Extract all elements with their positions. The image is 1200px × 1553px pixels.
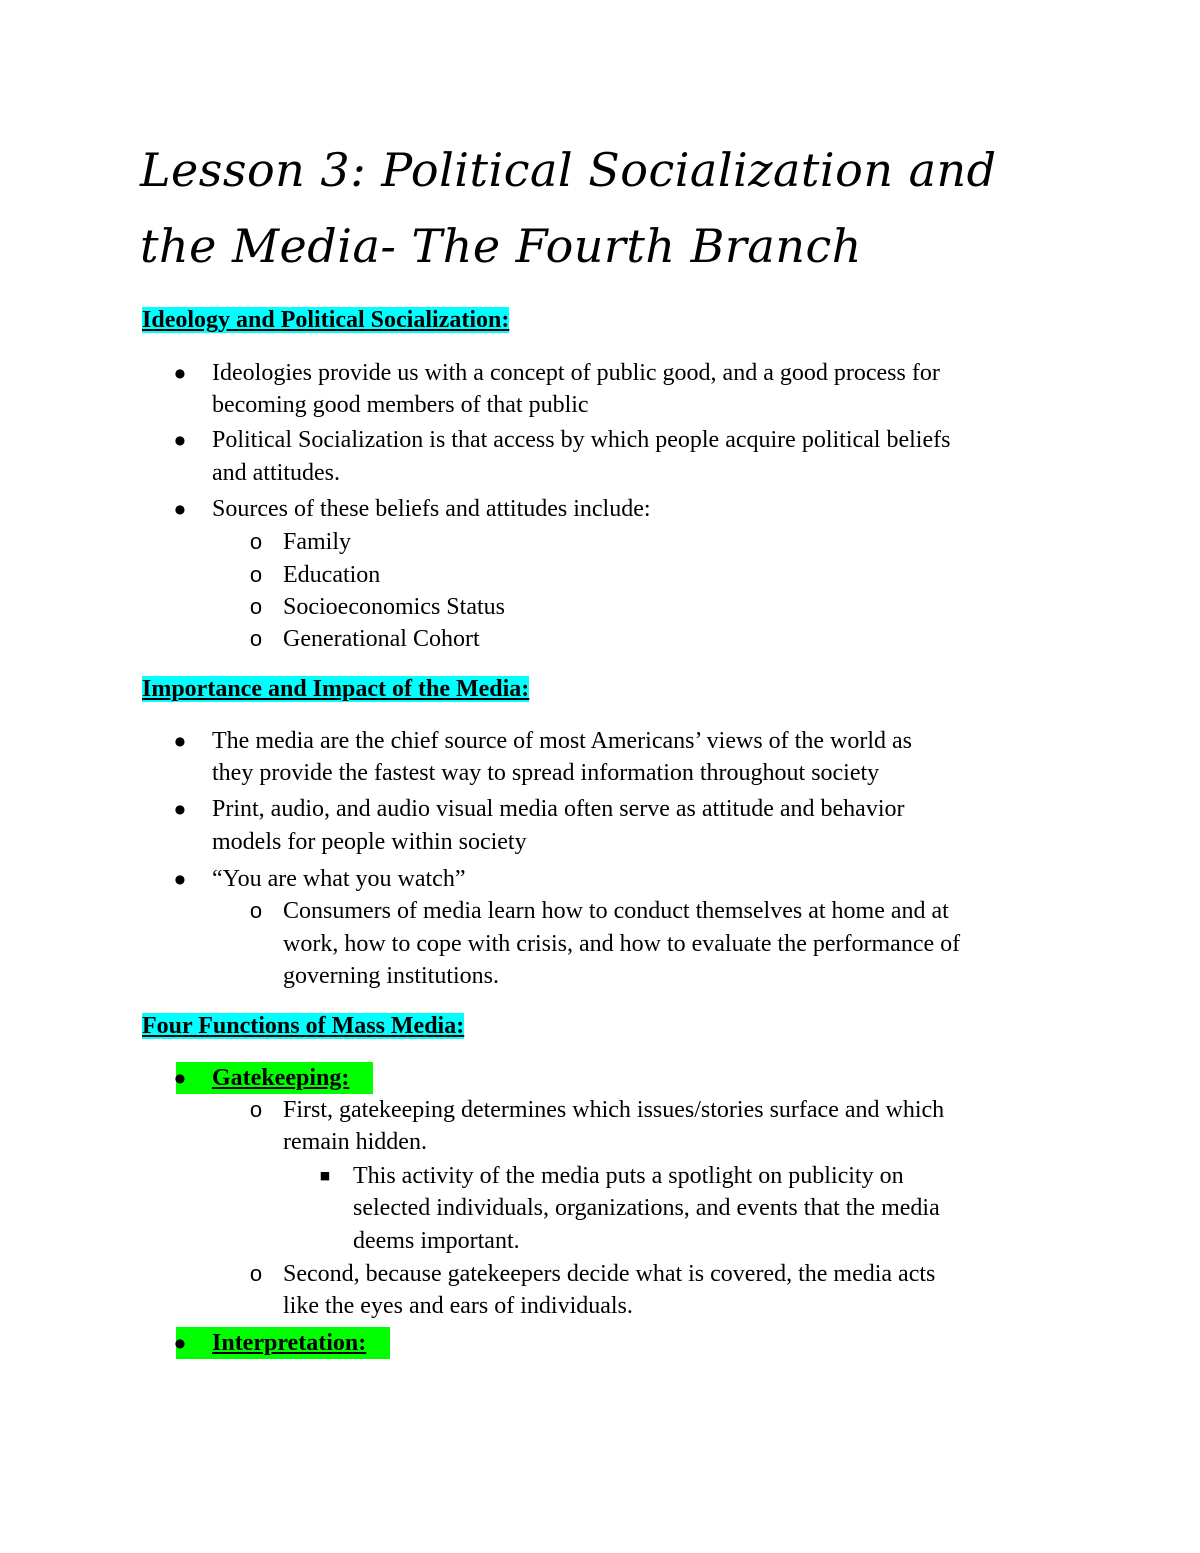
list-item-line: models for people within society — [212, 829, 527, 855]
list-item-line: Sources of these beliefs and attitudes include: — [212, 496, 651, 522]
function-label-gatekeeping: Gatekeeping: — [212, 1065, 350, 1091]
function-label-interpretation: Interpretation: — [212, 1330, 367, 1356]
filled-circle-bullet-icon: ● — [174, 734, 186, 748]
filled-circle-bullet-icon: ● — [174, 872, 186, 886]
filled-square-bullet-icon: ■ — [319, 1169, 331, 1182]
gatekeeping-highlight — [176, 1062, 373, 1094]
detail-list-item-line: This activity of the media puts a spotlight on publicity on — [353, 1163, 904, 1189]
list-item-line: Print, audio, and audio visual media often serve as attitude and behavior — [212, 796, 905, 822]
detail-list-item-line: selected individuals, organizations, and events that the media — [353, 1195, 940, 1221]
sub-list-item-line: work, how to cope with crisis, and how to evaluate the performance of — [283, 931, 961, 957]
sub-list-item-line: First, gatekeeping determines which issues/stories surface and which — [283, 1097, 945, 1123]
list-item-line: “You are what you watch” — [212, 866, 466, 892]
hollow-circle-bullet-icon: o — [249, 1097, 263, 1122]
hollow-circle-bullet-icon: o — [249, 898, 263, 923]
section-heading-ideology: Ideology and Political Socialization: — [142, 307, 510, 333]
hollow-circle-bullet-icon: o — [249, 626, 263, 651]
section-heading-four-functions: Four Functions of Mass Media: — [142, 1013, 465, 1039]
sub-list-item-line: remain hidden. — [283, 1129, 427, 1155]
sub-list-item: Socioeconomics Status — [283, 594, 505, 620]
section-heading-media-impact: Importance and Impact of the Media: — [142, 676, 530, 702]
filled-circle-bullet-icon: ● — [174, 1071, 186, 1085]
filled-circle-bullet-icon: ● — [174, 502, 186, 516]
list-item-line: Political Socialization is that access by which people acquire political beliefs — [212, 427, 951, 453]
hollow-circle-bullet-icon: o — [249, 562, 263, 587]
filled-circle-bullet-icon: ● — [174, 1336, 186, 1350]
hollow-circle-bullet-icon: o — [249, 594, 263, 619]
filled-circle-bullet-icon: ● — [174, 802, 186, 816]
list-item-line: and attitudes. — [212, 460, 340, 486]
title-line-1: Lesson 3: Political Socialization and — [140, 143, 997, 197]
title-line-2: the Media- The Fourth Branch — [140, 219, 862, 273]
sub-list-item: Education — [283, 562, 381, 588]
sub-list-item-line: governing institutions. — [283, 963, 499, 989]
sub-list-item-line: Second, because gatekeepers decide what is covered, the media acts — [283, 1261, 936, 1287]
filled-circle-bullet-icon: ● — [174, 366, 186, 380]
sub-list-item: Family — [283, 529, 352, 555]
sub-list-item-line: Consumers of media learn how to conduct themselves at home and at — [283, 898, 949, 924]
hollow-circle-bullet-icon: o — [249, 529, 263, 554]
list-item-line: they provide the fastest way to spread information throughout society — [212, 760, 880, 786]
page-title — [140, 132, 1100, 284]
list-item-line: becoming good members of that public — [212, 392, 589, 418]
interpretation-highlight — [176, 1327, 390, 1359]
hollow-circle-bullet-icon: o — [249, 1261, 263, 1286]
sub-list-item-line: like the eyes and ears of individuals. — [283, 1293, 633, 1319]
filled-circle-bullet-icon: ● — [174, 433, 186, 447]
detail-list-item-line: deems important. — [353, 1228, 520, 1254]
sub-list-item: Generational Cohort — [283, 626, 480, 652]
list-item-line: Ideologies provide us with a concept of public good, and a good process for — [212, 360, 940, 386]
list-item-line: The media are the chief source of most Americans’ views of the world as — [212, 728, 912, 754]
